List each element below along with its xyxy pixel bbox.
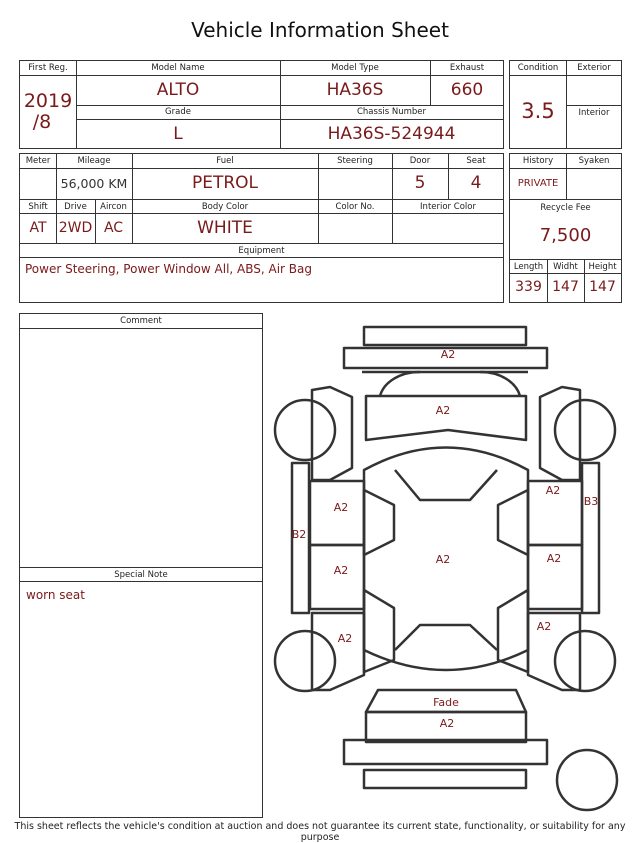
mark-left-rocker: B2 (291, 528, 307, 541)
recycle-fee-label: Recycle Fee (540, 203, 591, 213)
door-value: 5 (414, 173, 426, 193)
syaken-label: Syaken (578, 156, 610, 166)
seat-label: Seat (466, 156, 486, 166)
height-label: Height (588, 262, 617, 272)
shift-value: AT (29, 220, 47, 236)
right-rocker (582, 463, 599, 613)
fuel-value: PETROL (191, 173, 259, 193)
mileage-value: 56,000 KM (60, 176, 128, 191)
rl-rear-fender (312, 613, 364, 690)
length-value: 339 (515, 279, 542, 295)
mark-right-rear-fender: A2 (536, 620, 552, 633)
exterior-label: Exterior (577, 63, 611, 73)
spec-table (19, 153, 504, 303)
exhaust-value: 660 (450, 80, 484, 100)
mark-fr-left-door: A2 (333, 501, 349, 514)
rear-bumper (364, 770, 526, 788)
height-value: 147 (589, 279, 616, 295)
history-value: PRIVATE (517, 178, 559, 189)
first-reg-month: /8 (32, 111, 52, 133)
model-name-value: ALTO (156, 80, 200, 100)
shift-label: Shift (28, 202, 48, 212)
special-note-label: Special Note (114, 570, 168, 580)
steering-label: Steering (337, 156, 373, 166)
mark-rear-glass: Fade (433, 696, 459, 709)
history-table (509, 153, 622, 303)
equipment-value: Power Steering, Power Window All, ABS, Air Bag (25, 262, 313, 276)
front-left-wheel (275, 400, 335, 460)
comment-label: Comment (120, 316, 162, 326)
mark-hood: A2 (440, 348, 456, 361)
seat-value: 4 (470, 173, 482, 193)
drive-value: 2WD (58, 220, 93, 236)
mark-trunk: A2 (439, 717, 455, 730)
rr-left-door (310, 545, 364, 609)
chassis-number-value: HA36S-524944 (327, 124, 456, 144)
drive-label: Drive (64, 202, 87, 212)
front-bumper (364, 327, 526, 345)
interior-color-label: Interior Color (420, 202, 476, 212)
mark-windshield: A2 (435, 404, 451, 417)
fr-left-fender (312, 387, 352, 480)
mark-fr-right-door: A2 (545, 484, 561, 497)
condition-table (509, 60, 622, 149)
first-reg-year: 2019 (23, 90, 73, 112)
mark-rr-right-door: A2 (546, 552, 562, 565)
left-front-window (364, 490, 394, 555)
headlight-r (480, 372, 520, 396)
spare-wheel (557, 750, 617, 810)
width-value: 147 (552, 279, 579, 295)
mark-right-rocker: B3 (583, 495, 599, 508)
special-note-value: worn seat (26, 588, 85, 602)
aircon-label: Aircon (100, 202, 127, 212)
rear-left-wheel (275, 631, 335, 691)
right-front-window (498, 490, 528, 555)
front-right-wheel (555, 400, 615, 460)
rear-glass-line (395, 625, 497, 650)
model-name-label: Model Name (151, 63, 205, 73)
windshield (366, 396, 526, 440)
chassis-number-label: Chassis Number (356, 107, 427, 117)
meter-label: Meter (25, 156, 51, 166)
fuel-label: Fuel (216, 156, 234, 166)
basic-info-table (19, 60, 504, 149)
body-color-label: Body Color (201, 202, 249, 212)
history-label: History (522, 156, 554, 166)
mark-left-rear-fender: A2 (337, 632, 353, 645)
model-type-value: HA36S (326, 80, 384, 100)
rear-panel (344, 740, 547, 764)
exhaust-label: Exhaust (449, 63, 485, 73)
recycle-fee-value: 7,500 (539, 225, 592, 246)
body-color-value: WHITE (197, 218, 253, 238)
disclaimer-footer: This sheet reflects the vehicle's condition at auction and does not guarantee its current state, functionality, or suitability for any purpose (14, 821, 626, 843)
rear-right-wheel (555, 631, 615, 691)
front-glass-line (395, 470, 497, 500)
equipment-label: Equipment (238, 246, 285, 256)
length-label: Length (513, 262, 544, 272)
interior-label: Interior (578, 108, 610, 118)
first-reg-label: First Reg. (28, 63, 68, 73)
color-no-label: Color No. (335, 202, 375, 212)
grade-label: Grade (165, 107, 191, 117)
condition-label: Condition (517, 63, 559, 73)
mark-rr-left-door: A2 (333, 564, 349, 577)
width-label: Widht (553, 262, 578, 272)
grade-value: L (173, 124, 183, 144)
aircon-value: AC (103, 220, 124, 236)
page-title: Vehicle Information Sheet (191, 18, 449, 42)
car-damage-diagram (270, 318, 630, 818)
condition-score: 3.5 (521, 99, 555, 123)
mark-roof: A2 (435, 553, 451, 566)
mileage-label: Mileage (77, 156, 111, 166)
door-label: Door (409, 156, 431, 166)
model-type-label: Model Type (331, 63, 379, 73)
comment-panel (19, 313, 263, 818)
headlight-l (380, 372, 420, 396)
